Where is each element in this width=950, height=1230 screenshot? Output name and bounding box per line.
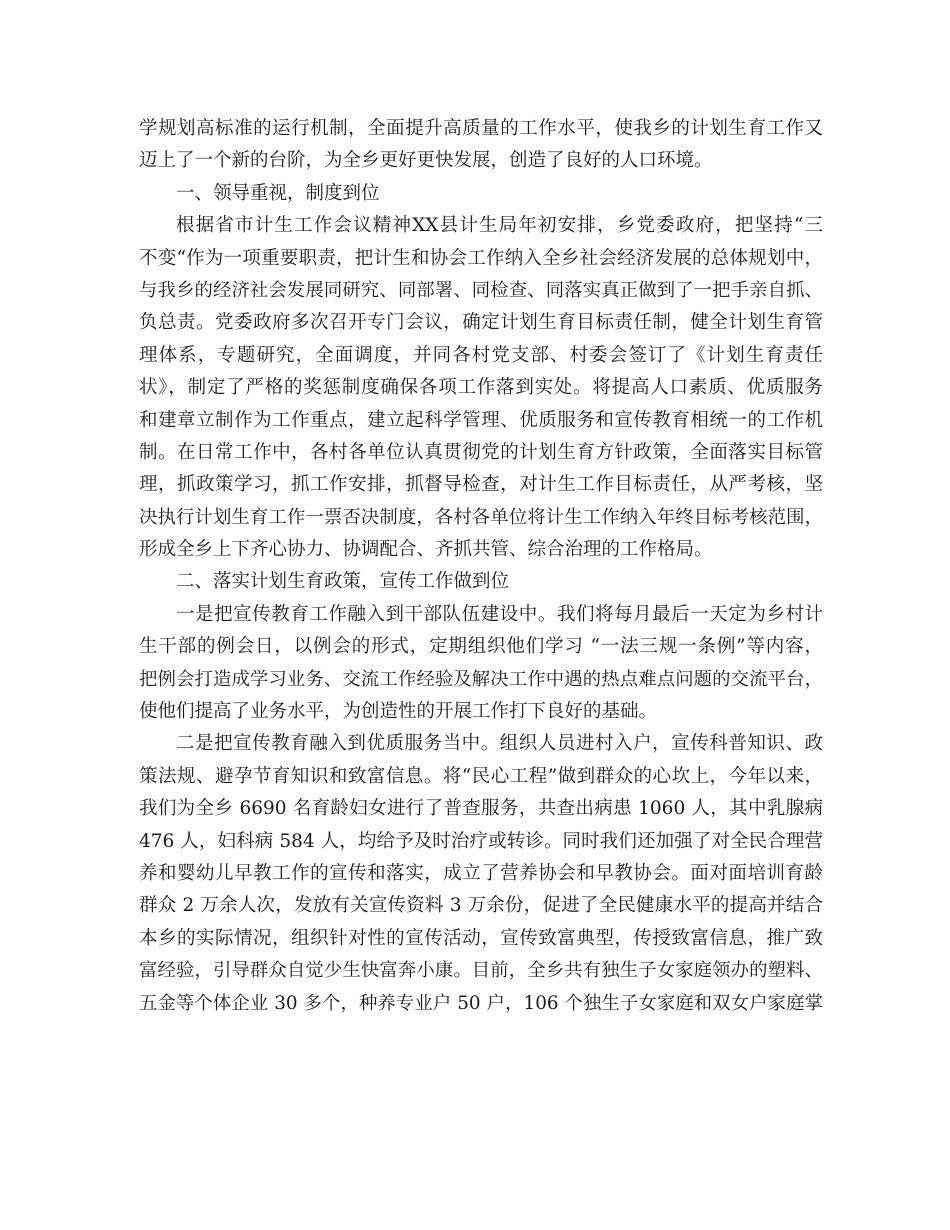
text-line: 和建章立制作为工作重点，建立起科学管理、优质服务和宣传教育相统一的工作机 <box>139 409 823 431</box>
text-line: 我们为全乡 6690 名育龄妇女进行了普查服务，共查出病患 1060 人，其中乳腺病 <box>139 798 823 820</box>
section-heading: 二、落实计划生育政策，宣传工作做到位 <box>176 571 510 593</box>
text-line: 决执行计划生育工作一票否决制度，各村各单位将计生工作纳入年终目标考核范围， <box>139 506 823 528</box>
text-line: 富经验，引导群众自觉少生快富奔小康。目前，全乡共有独生子女家庭领办的塑料、 <box>139 960 823 982</box>
text-line: 不变“作为一项重要职责，把计生和协会工作纳入全乡社会经济发展的总体规划中， <box>139 247 823 269</box>
text-line: 理体系，专题研究，全面调度，并同各村党支部、村委会签订了《计划生育责任 <box>139 344 823 366</box>
text-line: 476 人，妇科病 584 人，均给予及时治疗或转诊。同时我们还加强了对全民合理营 <box>139 830 823 852</box>
text-line: 学规划高标准的运行机制，全面提升高质量的工作水平，使我乡的计划生育工作又 <box>139 118 823 139</box>
body-text <box>139 113 823 1020</box>
text-line: 使他们提高了业务水平，为创造性的开展工作打下良好的基础。 <box>139 701 658 723</box>
text-line: 五金等个体企业 30 多个，种养专业户 50 户，106 个独生子女家庭和双女户家庭掌 <box>139 992 823 1014</box>
text-line: 状》，制定了严格的奖惩制度确保各项工作落到实处。将提高人口素质、优质服务 <box>139 377 823 399</box>
text-line: 策法规、避孕节育知识和致富信息。将“民心工程”做到群众的心坎上，今年以来， <box>139 765 823 787</box>
text-line: 形成全乡上下齐心协力、协调配合、齐抓共管、综合治理的工作格局。 <box>139 539 713 561</box>
text-line: 群众 2 万余人次，发放有关宣传资料 3 万余份，促进了全民健康水平的提高并结合 <box>139 895 823 917</box>
text-line: 理，抓政策学习，抓工作安排，抓督导检查，对计生工作目标责任，从严考核，坚 <box>139 474 823 496</box>
text-line: 二是把宣传教育融入到优质服务当中。组织人员进村入户，宣传科普知识、政 <box>176 733 823 755</box>
text-line: 与我乡的经济社会发展同研究、同部署、同检查、同落实真正做到了一把手亲自抓、 <box>139 279 823 301</box>
text-line: 生干部的例会日，以例会的形式，定期组织他们学习 “一法三规一条例”等内容， <box>139 636 823 658</box>
text-line: 根据省市计生工作会议精神XX县计生局年初安排，乡党委政府，把坚持“三 <box>176 215 823 237</box>
text-line: 养和婴幼儿早教工作的宣传和落实，成立了营养协会和早教协会。面对面培训育龄 <box>139 862 823 884</box>
text-line: 负总责。党委政府多次召开专门会议，确定计划生育目标责任制，健全计划生育管 <box>139 312 823 334</box>
text-line: 把例会打造成学习业务、交流工作经验及解决工作中遇的热点难点问题的交流平台， <box>139 668 823 690</box>
text-line: 迈上了一个新的台阶，为全乡更好更快发展，创造了良好的人口环境。 <box>139 150 713 172</box>
text-line: 制。在日常工作中，各村各单位认真贯彻党的计划生育方针政策，全面落实目标管 <box>139 441 823 463</box>
section-heading: 一、领导重视，制度到位 <box>176 182 380 204</box>
text-line: 一是把宣传教育工作融入到干部队伍建设中。我们将每月最后一天定为乡村计 <box>176 603 823 625</box>
text-line: 本乡的实际情况，组织针对性的宣传活动，宣传致富典型，传授致富信息，推广致 <box>139 927 823 949</box>
